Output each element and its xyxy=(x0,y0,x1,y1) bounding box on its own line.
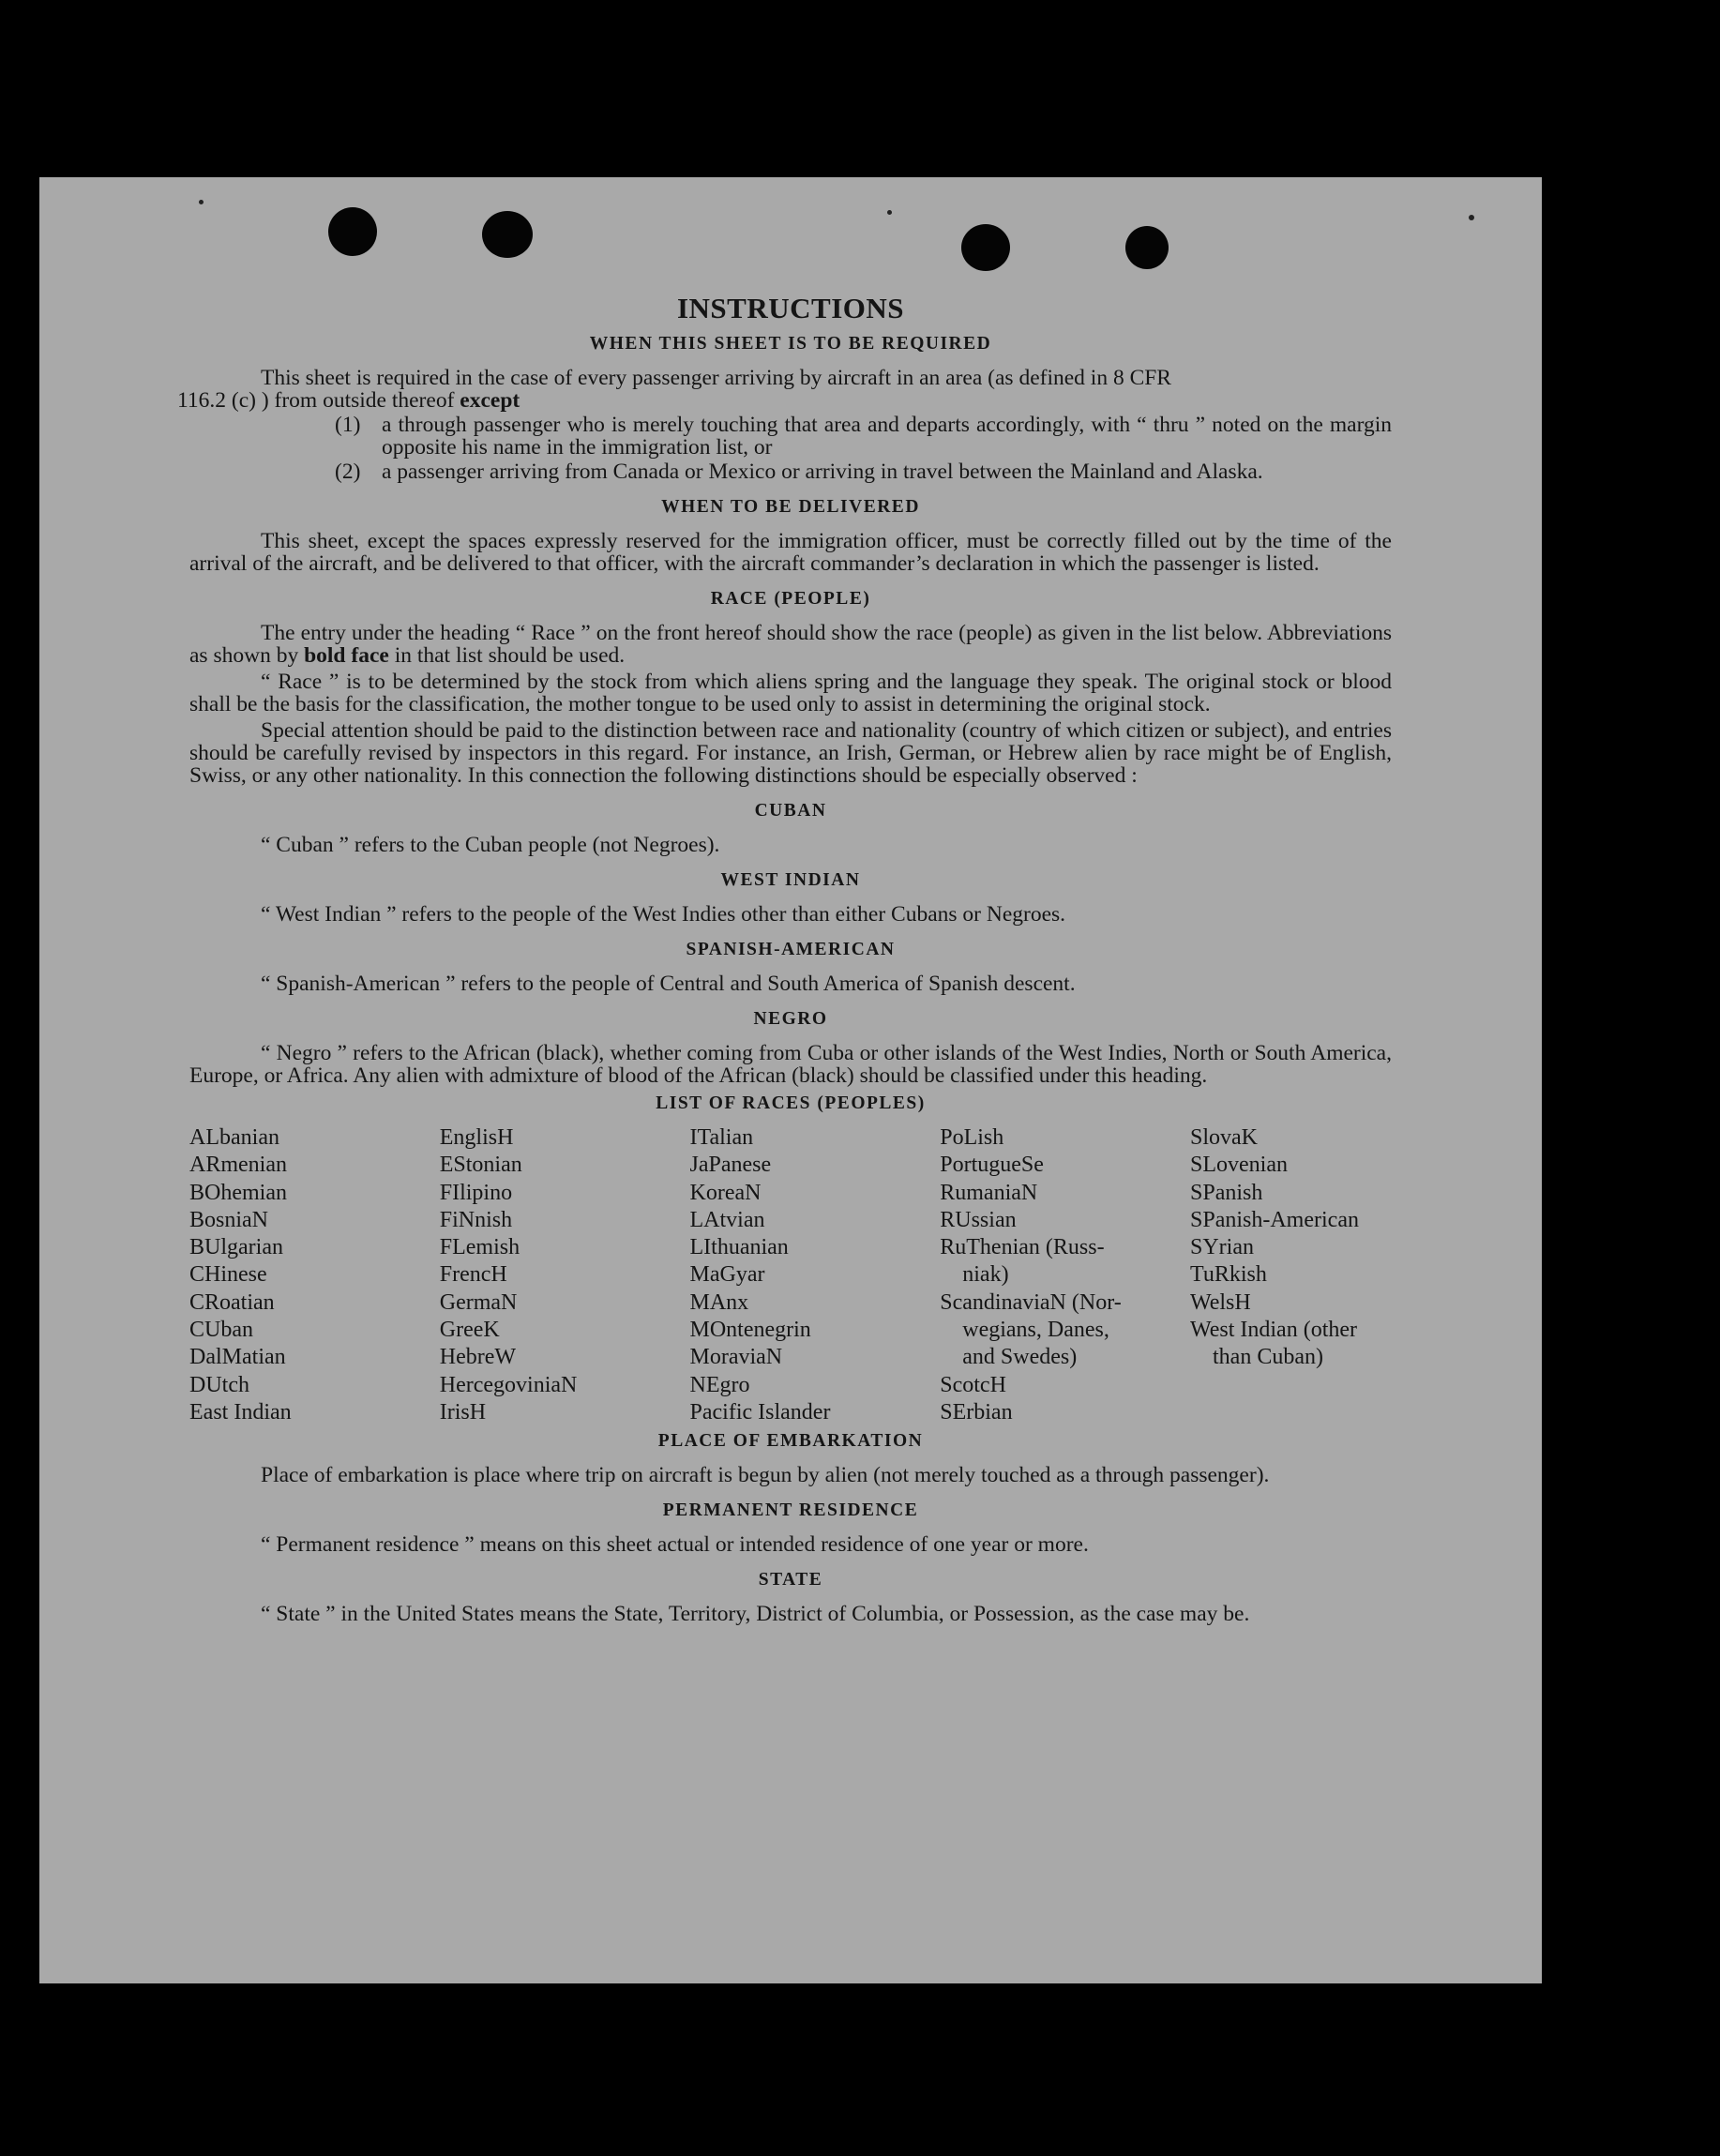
punch-hole xyxy=(961,224,1010,271)
race-item: LAtvian xyxy=(689,1207,765,1232)
negro-text: “ Negro ” refers to the African (black), whether coming from Cuba or other islands of the West Indies, North or South America, Europe, or Africa. Any alien with admixture of blood of the African (black) should be classified under this heading. xyxy=(189,1041,1392,1088)
race-item: EStonian xyxy=(439,1153,522,1178)
race-column xyxy=(1190,1124,1392,1426)
race-item: East Indian xyxy=(189,1399,292,1425)
race-item: KoreaN xyxy=(689,1180,762,1205)
heading-when-delivered: WHEN TO BE DELIVERED xyxy=(661,497,920,517)
race-item: ITalian xyxy=(689,1125,754,1150)
race-item: CUban xyxy=(189,1318,253,1343)
punch-hole xyxy=(482,211,533,258)
race-column xyxy=(690,1124,940,1426)
race-item: GermaN xyxy=(439,1289,518,1315)
exception-item: (1) a through passenger who is merely touching that area and departs accordingly, with “ thru ” noted on the margin opposite his name in the immigration list, or xyxy=(335,413,1392,460)
race-paragraph-3: Special attention should be paid to the distinction between race and nationality (country of which citizen or subject), and entries should be carefully revised by inspectors in this regard. For instance, an Irish, German, or Hebrew alien by race might be of English, Swiss, or any other nationality. In this connection the following distinctions should be especially observed : xyxy=(189,718,1392,788)
embarkation-text: Place of embarkation is place where trip on aircraft is begun by alien (not merely touched as a through passenger). xyxy=(261,1463,1270,1488)
race-paragraph-1: The entry under the heading “ Race ” on the front hereof should show the race (people) as given in the list below. Abbreviations as shown by bold face in that list should be used. xyxy=(189,621,1392,668)
race-item: SPanish-American xyxy=(1190,1207,1359,1232)
heading-spanish-american: SPANISH-AMERICAN xyxy=(686,940,896,959)
west-indian-text: “ West Indian ” refers to the people of the West Indies other than either Cubans or Negroes. xyxy=(261,902,1066,927)
instructions-content xyxy=(177,292,1392,1629)
race-item: niak) xyxy=(962,1262,1009,1288)
race-item: FiNnish xyxy=(439,1207,513,1232)
heading-when-required: WHEN THIS SHEET IS TO BE REQUIRED xyxy=(589,334,992,354)
race-column xyxy=(940,1124,1189,1426)
heading-embarkation: PLACE OF EMBARKATION xyxy=(657,1431,924,1452)
race-item: WelsH xyxy=(1190,1289,1251,1315)
race-item: RuThenian (Russ- xyxy=(940,1235,1105,1260)
race-item: MAnx xyxy=(689,1289,749,1315)
race-item: SLovenian xyxy=(1190,1153,1288,1178)
required-intro: This sheet is required in the case of every passenger arriving by aircraft in an area (as defined in 8 CFR xyxy=(261,366,1171,390)
race-item: GreeK xyxy=(439,1318,500,1343)
race-item: SlovaK xyxy=(1190,1125,1258,1150)
punch-hole xyxy=(328,207,377,256)
page-title: INSTRUCTIONS xyxy=(676,292,904,324)
race-item: PortugueSe xyxy=(940,1153,1044,1178)
race-item: PoLish xyxy=(940,1125,1004,1150)
state-text: “ State ” in the United States means the State, Territory, District of Columbia, or Possession, as the case may be. xyxy=(261,1602,1250,1627)
race-item: FrencH xyxy=(439,1262,507,1288)
delivered-text: This sheet, except the spaces expressly reserved for the immigration officer, must be correctly filled out by the time of the arrival of the aircraft, and be delivered to that officer, with the aircraft commander’s declaration in which the passenger is listed. xyxy=(189,529,1392,576)
speck xyxy=(1469,215,1474,220)
race-item: ScotcH xyxy=(940,1372,1006,1397)
race-paragraph-2: “ Race ” is to be determined by the stock from which aliens spring and the language they speak. The original stock or blood shall be the basis for the classification, the mother tongue to be used only to assist in determining the original stock. xyxy=(189,670,1392,716)
race-item: TuRkish xyxy=(1190,1262,1267,1288)
race-item: ARmenian xyxy=(189,1153,287,1178)
race-item: FLemish xyxy=(439,1235,521,1260)
race-item: HebreW xyxy=(439,1345,517,1370)
race-item: SErbian xyxy=(940,1399,1013,1425)
cuban-text: “ Cuban ” refers to the Cuban people (not Negroes). xyxy=(261,833,720,857)
spanish-american-text: “ Spanish-American ” refers to the people of Central and South America of Spanish descent. xyxy=(261,972,1076,996)
race-item: JaPanese xyxy=(689,1153,772,1178)
heading-permanent-residence: PERMANENT RESIDENCE xyxy=(662,1500,919,1521)
race-item: MOntenegrin xyxy=(689,1318,811,1343)
heading-cuban: CUBAN xyxy=(754,801,827,821)
race-item: EnglisH xyxy=(439,1125,514,1150)
race-list xyxy=(189,1124,1392,1426)
race-item: and Swedes) xyxy=(962,1345,1078,1370)
race-item: than Cuban) xyxy=(1213,1345,1323,1370)
race-item: CRoatian xyxy=(189,1289,275,1315)
race-item: NEgro xyxy=(689,1372,750,1397)
punch-hole xyxy=(1125,226,1169,269)
race-item: MoraviaN xyxy=(689,1345,783,1370)
document-sheet xyxy=(39,177,1542,1983)
race-item: DalMatian xyxy=(189,1345,286,1370)
race-column xyxy=(189,1124,439,1426)
race-item: IrisH xyxy=(439,1399,487,1425)
heading-list-of-races: LIST OF RACES (PEOPLES) xyxy=(656,1093,926,1113)
heading-race: RACE (PEOPLE) xyxy=(710,589,871,609)
race-item: MaGyar xyxy=(689,1262,765,1288)
race-item: BosniaN xyxy=(189,1207,268,1232)
race-item: SYrian xyxy=(1190,1235,1254,1260)
heading-state: STATE xyxy=(758,1570,823,1591)
race-item: FIlipino xyxy=(439,1180,513,1205)
race-column xyxy=(440,1124,689,1426)
race-item: RumaniaN xyxy=(940,1180,1038,1205)
race-item: ScandinaviaN (Nor- xyxy=(940,1289,1122,1315)
required-intro-cont: 116.2 (c) ) from outside thereof except xyxy=(177,388,521,413)
race-item: West Indian (other xyxy=(1190,1318,1358,1343)
race-item: SPanish xyxy=(1190,1180,1263,1205)
race-item: BUlgarian xyxy=(189,1235,283,1260)
race-item: DUtch xyxy=(189,1372,249,1397)
heading-west-indian: WEST INDIAN xyxy=(720,870,861,890)
race-item: RUssian xyxy=(940,1207,1017,1232)
race-item: LIthuanian xyxy=(689,1235,789,1260)
heading-negro: NEGRO xyxy=(753,1009,828,1029)
race-item: BOhemian xyxy=(189,1180,287,1205)
race-item: wegians, Danes, xyxy=(962,1318,1109,1343)
race-item: HercegoviniaN xyxy=(439,1372,578,1397)
race-item: CHinese xyxy=(189,1262,267,1288)
exception-item: (2) a passenger arriving from Canada or Mexico or arriving in travel between the Mainland and Alaska. xyxy=(335,460,1263,484)
residence-text: “ Permanent residence ” means on this sheet actual or intended residence of one year or more. xyxy=(261,1532,1089,1558)
race-item: Pacific Islander xyxy=(689,1399,831,1425)
speck xyxy=(199,200,204,204)
race-item: ALbanian xyxy=(189,1125,279,1150)
speck xyxy=(887,210,892,215)
